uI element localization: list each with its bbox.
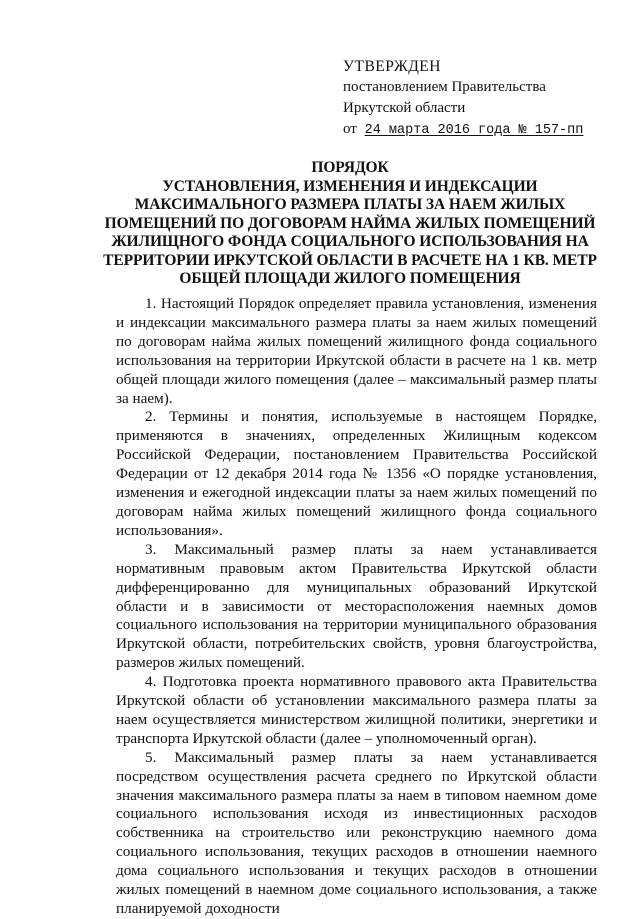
approval-heading: УТВЕРЖДЕН bbox=[343, 58, 441, 75]
paragraph-1: 1. Настоящий Порядок определяет правила установления, изменения и индексации максимального размера платы за наем жилых помещений по договорам найма жилых помещений жилищного фонда социального использования на территории Иркутской области в расчете на 1 кв. метр общей площади жилого помещения (далее – максимальный размер платы за наем). bbox=[116, 295, 597, 407]
approval-date-prefix: от bbox=[343, 121, 357, 137]
approval-stamp bbox=[343, 56, 613, 141]
approval-issuer-line: постановлением Правительства bbox=[343, 79, 546, 95]
title-line: ОБЩЕЙ ПЛОЩАДИ ЖИЛОГО ПОМЕЩЕНИЯ bbox=[179, 270, 521, 287]
approval-date-line bbox=[343, 119, 613, 141]
approval-date-value: 24 марта 2016 года № 157-пп bbox=[364, 123, 584, 138]
paragraph-5: 5. Максимальный размер платы за наем устанавливается посредством осуществления расчета среднего по Иркутской области значения максимального размера платы за наем в типовом наемном доме социального использования исходя из инвестиционных расходов собственника на строительство или реконструкцию наемного дома социального использования, текущих расходов в отношении наемного дома социального использования и текущих расходов в отношении жилых помещений в наемном доме социального использования, а также планируемой доходности bbox=[116, 748, 597, 917]
paragraph-4: 4. Подготовка проекта нормативного правового акта Правительства Иркутской области об установлении максимального размера платы за наем осуществляется министерством жилищной политики, энергетики и транспорта Иркутской области (далее – уполномоченный орган). bbox=[116, 673, 597, 747]
title-line: ЖИЛИЩНОГО ФОНДА СОЦИАЛЬНОГО ИСПОЛЬЗОВАНИЯ НА bbox=[111, 233, 589, 250]
paragraph-3: 3. Максимальный размер платы за наем устанавливается нормативным правовым актом Правительства Иркутской области дифференцированно для муниципальных образований Иркутской области и в зависимости от месторасположения наемных домов социального использования на территории муниципального образования Иркутской области, потребительских свойств, уровня благоустройства, размеров жилых помещений. bbox=[116, 540, 597, 672]
approval-region-line: Иркутской области bbox=[343, 100, 466, 116]
title-line: УСТАНОВЛЕНИЯ, ИЗМЕНЕНИЯ И ИНДЕКСАЦИИ bbox=[162, 177, 538, 195]
title-line: ПОМЕЩЕНИЙ ПО ДОГОВОРАМ НАЙМА ЖИЛЫХ ПОМЕЩЕНИЙ bbox=[104, 214, 596, 232]
document-body bbox=[116, 295, 597, 919]
title-line: ПОРЯДОК bbox=[311, 159, 389, 176]
paragraph-2: 2. Термины и понятия, используемые в настоящем Порядке, применяются в значениях, определенных Жилищным кодексом Российской Федерации, постановлением Правительства Российской Федерации от 12 декабря 2014 года № 1356 «О порядке установления, изменения и ежегодной индексации платы за наем жилых помещений по договорам найма жилых помещений жилищного фонда социального использования». bbox=[116, 408, 597, 539]
title-line: ТЕРРИТОРИИ ИРКУТСКОЙ ОБЛАСТИ В РАСЧЕТЕ НА 1 КВ. МЕТР bbox=[103, 251, 597, 269]
title-line: МАКСИМАЛЬНОГО РАЗМЕРА ПЛАТЫ ЗА НАЕМ ЖИЛЫХ bbox=[134, 196, 566, 213]
document-title bbox=[96, 159, 604, 289]
